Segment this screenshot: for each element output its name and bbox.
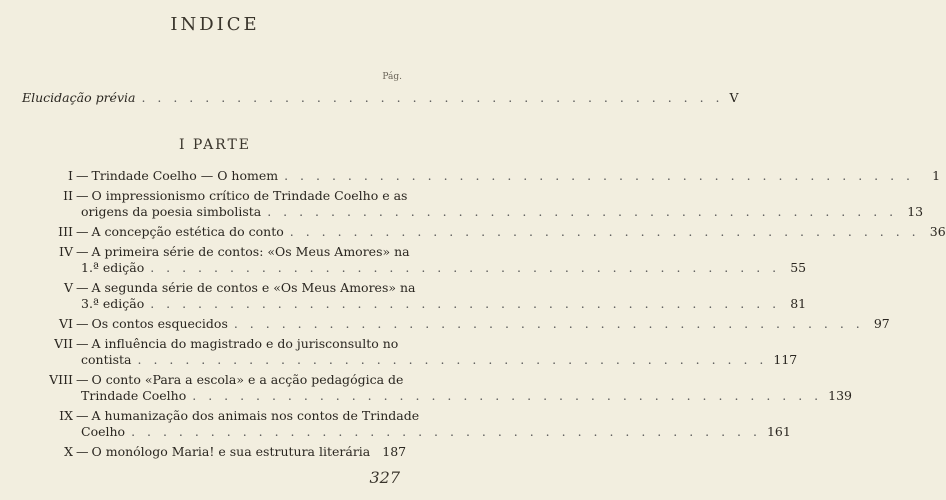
chapter-page: 161 xyxy=(766,424,791,439)
chapter-title: O impressionismo crítico de Trindade Coelho e as xyxy=(91,188,408,203)
page-title: INDICE xyxy=(170,14,260,35)
chapter-number: II xyxy=(63,188,73,203)
em-dash: — xyxy=(76,336,89,351)
dot-leader: . . . . . . . . . . . . . . . . . . . . . . . . . . . . . . . . . . . . . . . . xyxy=(284,168,915,183)
chapter-title: A humanização dos animais nos contos de Trindade xyxy=(91,408,420,423)
chapter-page: 139 xyxy=(828,388,853,403)
dot-leader: . . . . . . . . . . . . . . . . . . . . . . . . . . . . . . . . . . . . . . . . xyxy=(131,424,761,439)
chapter-page: 81 xyxy=(790,296,807,311)
chapter-title: O conto «Para a escola» e a acção pedagógica de xyxy=(91,372,404,387)
dot-leader: . . . . . . . . . . . . . . . . . . . . . . . . . . . . . . . . . . . . . . . . xyxy=(150,296,781,311)
chapter-title: Coelho xyxy=(81,424,126,439)
toc-entry xyxy=(18,188,924,220)
chapter-title: A influência do magistrado e do jurisconsulto no xyxy=(91,336,399,351)
chapter-title: A primeira série de contos: «Os Meus Amores» na xyxy=(91,244,410,259)
toc-entry-line xyxy=(18,424,791,440)
toc-entry-line xyxy=(18,296,807,312)
dot-leader: . . . . . . . . . . . . . . . . . . . . . . . . . . . . . . . . . . . . . . . . xyxy=(150,260,781,275)
chapter-page: 55 xyxy=(790,260,807,275)
em-dash: — xyxy=(76,188,89,203)
chapter-number: I xyxy=(68,168,73,183)
toc-entry xyxy=(18,224,946,240)
toc-entry-line xyxy=(18,388,853,404)
em-dash: — xyxy=(76,316,89,331)
chapter-number: VIII xyxy=(49,372,73,387)
chapter-number: IX xyxy=(59,408,73,423)
toc-entry xyxy=(18,408,791,440)
dot-leader: . . . . . . . . . . . . . . . . . . . . . . . . . . . . . . . . . . . . . . . . xyxy=(267,204,898,219)
toc-entry xyxy=(18,244,807,276)
chapter-title: contista xyxy=(81,352,132,367)
em-dash: — xyxy=(76,168,89,183)
toc-entry-line xyxy=(18,224,946,240)
chapter-page: 97 xyxy=(873,316,890,331)
chapter-number: VII xyxy=(54,336,73,351)
chapter-title: Trindade Coelho — O homem xyxy=(91,168,279,183)
toc-entry-line xyxy=(18,372,404,388)
toc-entry-line xyxy=(18,280,416,296)
chapter-number: V xyxy=(63,280,73,295)
em-dash: — xyxy=(76,244,89,259)
dot-leader: . . . . . . . . . . . . . . . . . . . . . . . . . . . . . . . . . . . . . xyxy=(141,90,724,105)
preliminary-label: Elucidação prévia xyxy=(22,90,136,105)
toc-entry-line xyxy=(18,244,410,260)
toc-entry xyxy=(18,372,853,404)
chapter-page: 187 xyxy=(382,444,407,459)
em-dash: — xyxy=(76,224,89,239)
chapter-page: 36 xyxy=(929,224,946,239)
toc-entry-line xyxy=(18,168,941,184)
em-dash: — xyxy=(76,408,89,423)
toc-entry xyxy=(18,168,941,184)
toc-entry-line xyxy=(18,352,798,368)
chapter-title: Os contos esquecidos xyxy=(91,316,228,331)
toc-entry-line xyxy=(18,260,807,276)
toc-entry xyxy=(18,336,798,368)
chapter-title: 3.ª edição xyxy=(81,296,145,311)
dot-leader: . . . . . . . . . . . . . . . . . . . . . . . . . . . . . . . . . . . . . . . . xyxy=(289,224,920,239)
chapter-title: Trindade Coelho xyxy=(81,388,187,403)
preliminary-page: V xyxy=(729,90,739,105)
chapter-number: IV xyxy=(59,244,73,259)
chapter-title: A concepção estética do conto xyxy=(91,224,284,239)
chapter-number: X xyxy=(64,444,73,459)
chapter-title: 1.ª edição xyxy=(81,260,145,275)
toc-entry-line xyxy=(18,188,408,204)
toc-entry xyxy=(18,444,407,460)
chapter-number: VI xyxy=(59,316,73,331)
chapter-page: 1 xyxy=(932,168,941,183)
dot-leader: . . . . . . . . . . . . . . . . . . . . . . . . . . . . . . . . . . . . . . . . xyxy=(233,316,864,331)
chapter-number: III xyxy=(58,224,73,239)
chapter-title: O monólogo Maria! e sua estrutura literária xyxy=(91,444,371,459)
chapter-title: A segunda série de contos e «Os Meus Amores» na xyxy=(91,280,416,295)
page-number: 327 xyxy=(369,468,400,487)
em-dash: — xyxy=(76,280,89,295)
toc-entry-line xyxy=(18,316,890,332)
toc-entry-line xyxy=(18,204,924,220)
chapter-page: 117 xyxy=(773,352,798,367)
preliminary-entry xyxy=(22,90,739,105)
chapter-title: origens da poesia simbolista xyxy=(81,204,262,219)
toc-entry xyxy=(18,316,890,332)
table-of-contents xyxy=(18,168,946,464)
em-dash: — xyxy=(76,372,89,387)
page-column-label: Pág. xyxy=(382,72,402,82)
em-dash: — xyxy=(76,444,89,459)
toc-entry-line xyxy=(18,408,420,424)
dot-leader: . . . . . . . . . . . . . . . . . . . . . . . . . . . . . . . . . . . . . . . . xyxy=(192,388,823,403)
toc-entry-line xyxy=(18,444,407,460)
toc-entry-line xyxy=(18,336,404,352)
chapter-page: 13 xyxy=(907,204,924,219)
dot-leader: . . . . . . . . . . . . . . . . . . . . . . . . . . . . . . . . . . . . . . . . xyxy=(137,352,768,367)
toc-entry xyxy=(18,280,807,312)
part-title: I PARTE xyxy=(178,137,252,153)
